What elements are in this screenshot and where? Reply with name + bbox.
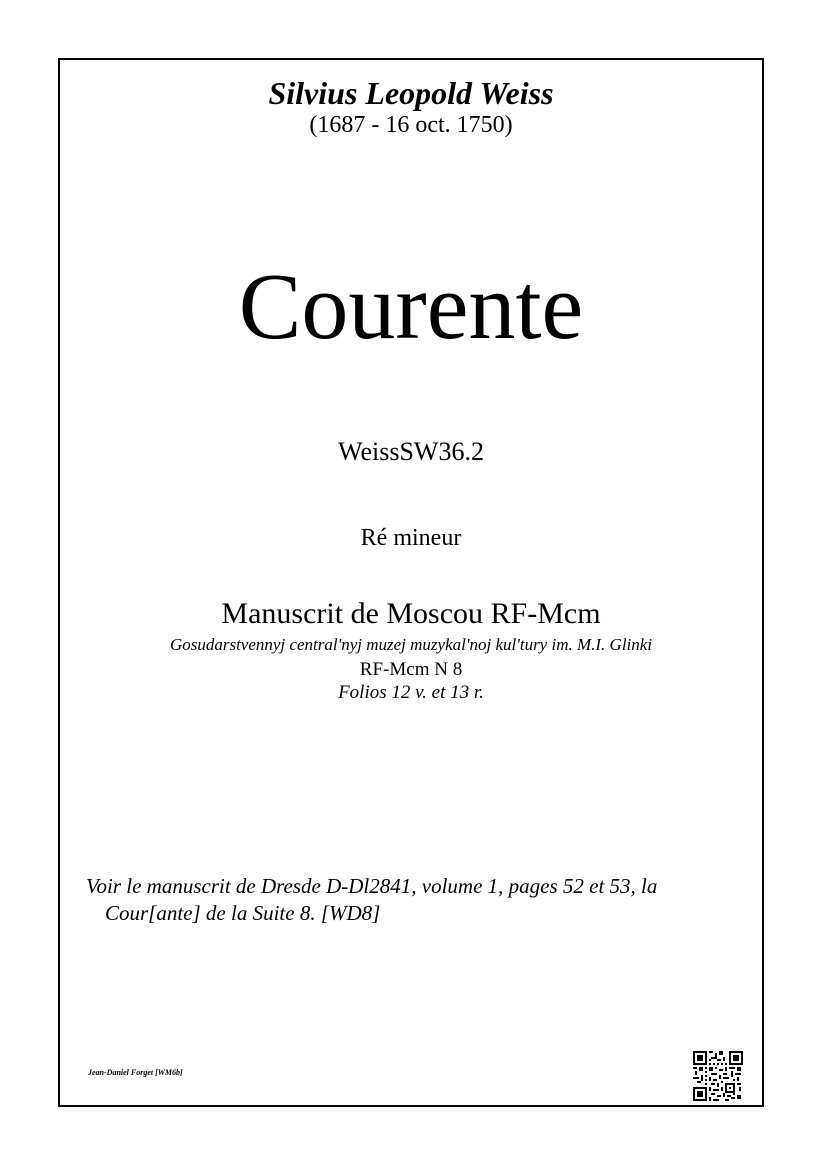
- institution-name: Gosudarstvennyj central'nyj muzej muzykal'noj kul'tury im. M.I. Glinki: [169, 635, 653, 654]
- piece-title: Courente: [238, 255, 584, 359]
- reference-note-line-2: Cour[ante] de la Suite 8. [WD8]: [105, 901, 381, 925]
- qr-code-icon: [693, 1051, 743, 1101]
- reference-note: [86, 873, 726, 927]
- composer-name: Silvius Leopold Weiss: [268, 75, 554, 111]
- key-signature: Ré mineur: [360, 525, 462, 551]
- manuscript-name: Manuscrit de Moscou RF-Mcm: [221, 597, 601, 630]
- reference-note-line-1: Voir le manuscrit de Dresde D-Dl2841, volume 1, pages 52 et 53, la: [86, 874, 658, 898]
- author-credit: Jean-Daniel Forget [WM6b]: [88, 1068, 183, 1077]
- composer-dates: (1687 - 16 oct. 1750): [309, 112, 513, 138]
- catalog-number: WeissSW36.2: [338, 437, 484, 466]
- folios: Folios 12 v. et 13 r.: [338, 682, 484, 703]
- page-border: [58, 58, 764, 1107]
- shelfmark: RF-Mcm N 8: [359, 659, 463, 680]
